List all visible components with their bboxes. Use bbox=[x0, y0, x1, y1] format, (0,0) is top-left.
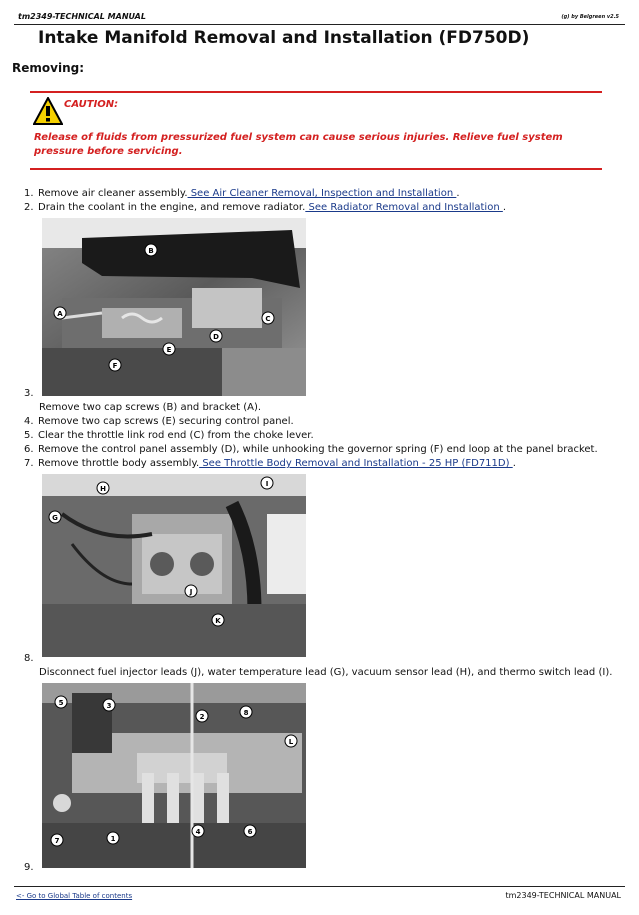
caution-top-rule bbox=[30, 91, 602, 93]
callout-k bbox=[212, 614, 224, 626]
caution-label: CAUTION: bbox=[64, 99, 119, 110]
callout-2 bbox=[196, 710, 208, 722]
warning-triangle-icon bbox=[33, 97, 63, 125]
svg-text:G: G bbox=[52, 514, 58, 522]
svg-text:H: H bbox=[100, 485, 106, 493]
header-credit: (g) by Belgreen v2.5 bbox=[561, 14, 619, 20]
step-text: Remove two cap screws (E) securing control panel. bbox=[38, 416, 294, 427]
air-cleaner-link[interactable]: See Air Cleaner Removal, Inspection and Installation bbox=[187, 188, 457, 199]
svg-text:4: 4 bbox=[195, 828, 201, 836]
callout-d bbox=[210, 330, 222, 342]
footer-manual-id: tm2349-TECHNICAL MANUAL bbox=[505, 891, 621, 900]
svg-text:3: 3 bbox=[106, 702, 112, 710]
throttle-body-link[interactable]: See Throttle Body Removal and Installation - 25 HP (FD711D) bbox=[199, 458, 513, 469]
step-2: 2. Drain the coolant in the engine, and remove radiator. See Radiator Removal and Installation . bbox=[24, 202, 507, 213]
page-header bbox=[14, 6, 625, 25]
step-9-number: 9. bbox=[24, 862, 34, 873]
callout-f bbox=[109, 359, 121, 371]
step-number: 4. bbox=[24, 416, 34, 427]
callout-h bbox=[97, 482, 109, 494]
step-number: 5. bbox=[24, 430, 34, 441]
step-number: 6. bbox=[24, 444, 34, 455]
svg-text:D: D bbox=[213, 333, 219, 341]
step-3-text: Remove two cap screws (B) and bracket (A). bbox=[39, 402, 262, 413]
svg-text:8: 8 bbox=[243, 709, 249, 717]
step-number: 2. bbox=[24, 202, 34, 213]
callout-8 bbox=[240, 706, 252, 718]
step-number: 7. bbox=[24, 458, 34, 469]
callout-b bbox=[145, 244, 157, 256]
svg-text:7: 7 bbox=[54, 837, 60, 845]
svg-text:J: J bbox=[189, 588, 193, 596]
svg-text:5: 5 bbox=[58, 699, 64, 707]
svg-text:C: C bbox=[265, 315, 271, 323]
global-toc-link[interactable]: <- Go to Global Table of contents bbox=[16, 892, 133, 900]
svg-text:K: K bbox=[215, 617, 221, 625]
callout-i bbox=[261, 477, 273, 489]
step-6 bbox=[24, 444, 598, 455]
figure-manifold-bolts-photo bbox=[42, 683, 306, 868]
figure-control-panel-photo bbox=[42, 218, 306, 396]
callout-a bbox=[54, 307, 66, 319]
section-heading: Removing: bbox=[12, 61, 84, 75]
page-footer bbox=[14, 886, 625, 907]
step-text: Remove throttle body assembly. bbox=[38, 458, 200, 469]
step-5 bbox=[24, 430, 314, 441]
callout-j bbox=[185, 585, 197, 597]
svg-text:A: A bbox=[57, 310, 63, 318]
callout-g bbox=[49, 511, 61, 523]
callout-3 bbox=[103, 699, 115, 711]
svg-text:B: B bbox=[148, 247, 154, 255]
page-title: Intake Manifold Removal and Installation (FD750D) bbox=[38, 28, 530, 48]
callout-e bbox=[163, 343, 175, 355]
svg-text:1: 1 bbox=[110, 835, 116, 843]
svg-text:6: 6 bbox=[247, 828, 253, 836]
step-text: Remove air cleaner assembly. bbox=[38, 188, 188, 199]
svg-text:I: I bbox=[265, 480, 269, 488]
step-text: Remove the control panel assembly (D), while unhooking the governor spring (F) end loop at the panel bracket. bbox=[38, 444, 598, 455]
step-number: 1. bbox=[24, 188, 34, 199]
step-7: 7. Remove throttle body assembly. See Throttle Body Removal and Installation - 25 HP (FD711D) . bbox=[24, 458, 516, 469]
svg-text:2: 2 bbox=[199, 713, 205, 721]
step-3-number: 3. bbox=[24, 388, 34, 399]
svg-text:F: F bbox=[112, 362, 118, 370]
caution-bottom-rule bbox=[30, 168, 602, 170]
step-4 bbox=[24, 416, 294, 427]
header-manual-id: tm2349-TECHNICAL MANUAL bbox=[18, 12, 146, 21]
step-text: Drain the coolant in the engine, and remove radiator. bbox=[38, 202, 306, 213]
caution-text: Release of fluids from pressurized fuel system can cause serious injuries. Relieve fuel system pressure before servicing. bbox=[34, 132, 563, 157]
callout-7 bbox=[51, 834, 63, 846]
callout-5 bbox=[55, 696, 67, 708]
callout-c bbox=[262, 312, 274, 324]
step-8-number: 8. bbox=[24, 653, 34, 664]
svg-text:E: E bbox=[166, 346, 172, 354]
step-1: 1. Remove air cleaner assembly. See Air Cleaner Removal, Inspection and Installation . bbox=[24, 188, 460, 199]
step-text: Clear the throttle link rod end (C) from the choke lever. bbox=[38, 430, 314, 441]
callout-6 bbox=[244, 825, 256, 837]
step-8-text: Disconnect fuel injector leads (J), water temperature lead (G), vacuum sensor lead (H), and thermo switch lead (I). bbox=[39, 667, 613, 678]
svg-text:L: L bbox=[288, 738, 294, 746]
callout-1 bbox=[107, 832, 119, 844]
radiator-link[interactable]: See Radiator Removal and Installation bbox=[305, 202, 503, 213]
callout-l bbox=[285, 735, 297, 747]
callout-4 bbox=[192, 825, 204, 837]
figure-sensor-leads-photo bbox=[42, 474, 306, 657]
